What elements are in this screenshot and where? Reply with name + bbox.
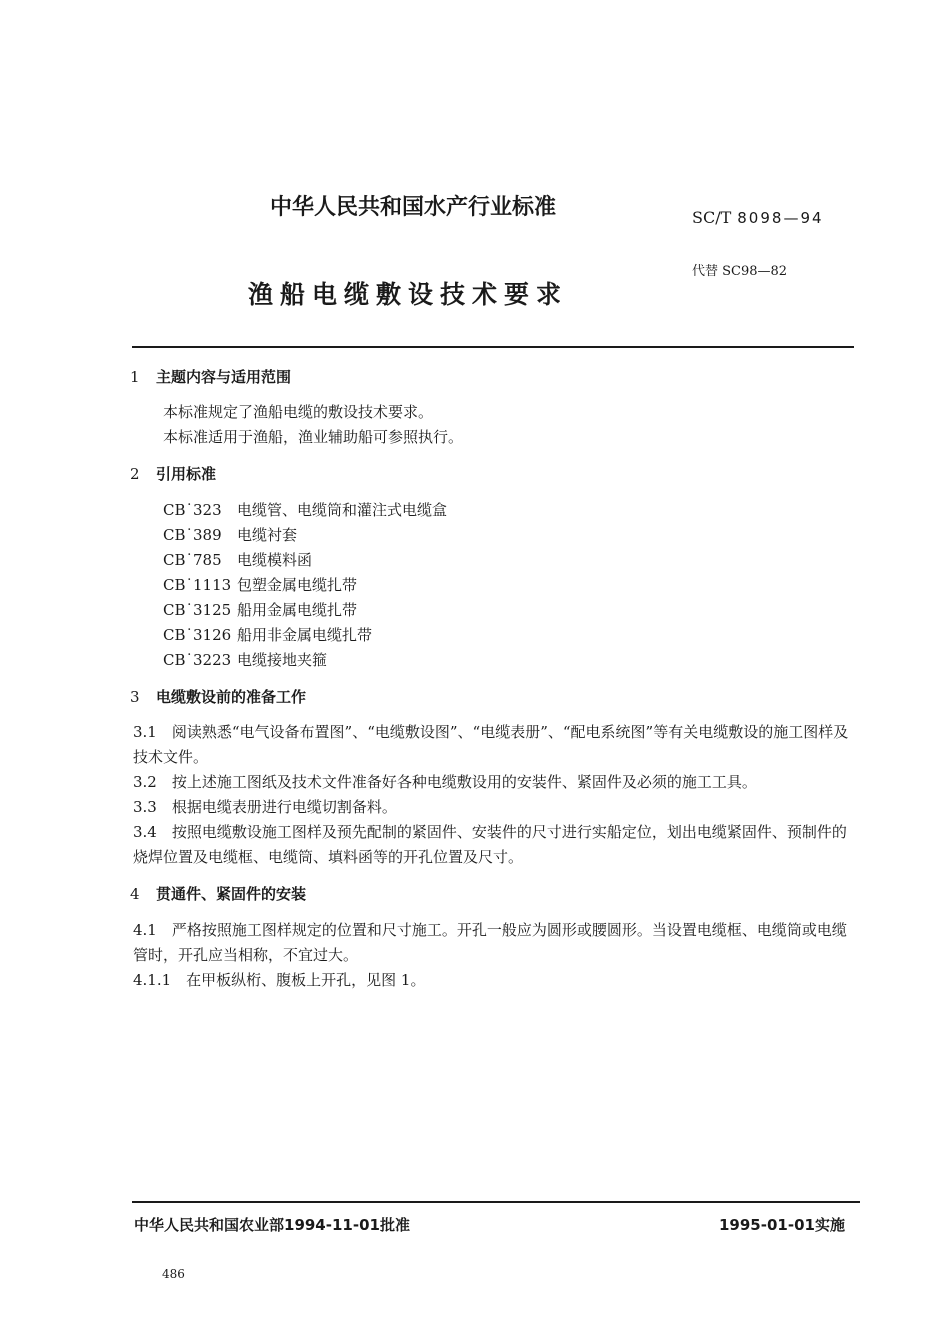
standard-number bbox=[692, 208, 824, 227]
reference-item bbox=[163, 624, 372, 645]
clause-4-1-1: 4.1.1 在甲板纵桁、腹板上开孔，见图 1。 bbox=[133, 971, 426, 989]
paragraph: 本标准规定了渔船电缆的敷设技术要求。 bbox=[163, 403, 434, 421]
issuing-body-title: 中华人民共和国水产行业标准 bbox=[270, 194, 557, 220]
reference-code: CB˙1113 bbox=[163, 576, 232, 594]
standard-number-value: 8098—94 bbox=[737, 209, 824, 227]
section-heading-3 bbox=[130, 686, 306, 707]
reference-item bbox=[163, 599, 357, 620]
paragraph: 本标准适用于渔船，渔业辅助船可参照执行。 bbox=[163, 428, 464, 446]
section-number: 1 bbox=[130, 368, 140, 386]
reference-code: CB˙389 bbox=[163, 526, 222, 544]
section-heading-4 bbox=[130, 883, 306, 904]
reference-code: CB˙3125 bbox=[163, 601, 232, 619]
page-number: 486 bbox=[162, 1267, 185, 1281]
section-heading-1 bbox=[130, 366, 291, 387]
section-number: 3 bbox=[130, 688, 140, 706]
clause-3-4: 3.4 按照电缆敷设施工图样及预先配制的紧固件、安装件的尺寸进行实船定位，划出电缆紧固件、预制件的烧焊位置及电缆框、电缆筒、填料函等的开孔位置及尺寸。 bbox=[133, 823, 847, 866]
standard-prefix: SC/T bbox=[692, 208, 732, 227]
header-divider bbox=[132, 346, 854, 348]
section-title: 引用标准 bbox=[156, 465, 217, 483]
clause-3-1: 3.1 阅读熟悉“电气设备布置图”、“电缆敷设图”、“电缆表册”、“配电系统图”等有关电缆敷设的施工图样及技术文件。 bbox=[133, 723, 849, 766]
document-title: 渔船电缆敷设技术要求 bbox=[248, 280, 569, 309]
reference-code: CB˙3126 bbox=[163, 626, 232, 644]
section-heading-2 bbox=[130, 463, 216, 484]
approval-line: 中华人民共和国农业部1994-11-01批准 bbox=[134, 1216, 410, 1234]
reference-name: 船用金属电缆扎带 bbox=[237, 601, 358, 619]
reference-name: 电缆衬套 bbox=[237, 526, 298, 544]
reference-name: 电缆管、电缆筒和灌注式电缆盒 bbox=[237, 501, 448, 519]
section-number: 2 bbox=[130, 465, 140, 483]
replaces-standard: 代替 SC98—82 bbox=[692, 264, 788, 279]
reference-name: 电缆接地夹箍 bbox=[237, 651, 328, 669]
reference-code: CB˙323 bbox=[163, 501, 222, 519]
reference-name: 包塑金属电缆扎带 bbox=[237, 576, 358, 594]
reference-item bbox=[163, 499, 447, 520]
reference-item bbox=[163, 549, 312, 570]
footer-divider bbox=[132, 1201, 860, 1203]
clause-4-1: 4.1 严格按照施工图样规定的位置和尺寸施工。开孔一般应为圆形或腰圆形。当设置电缆框、电缆筒或电缆管时，开孔应当相称，不宜过大。 bbox=[133, 921, 847, 964]
section-title: 贯通件、紧固件的安装 bbox=[156, 885, 307, 903]
clause-3-3: 3.3 根据电缆表册进行电缆切割备料。 bbox=[133, 798, 397, 816]
section-number: 4 bbox=[130, 885, 140, 903]
reference-item bbox=[163, 574, 357, 595]
reference-code: CB˙785 bbox=[163, 551, 222, 569]
reference-name: 船用非金属电缆扎带 bbox=[237, 626, 373, 644]
section-title: 电缆敷设前的准备工作 bbox=[156, 688, 307, 706]
section-title: 主题内容与适用范围 bbox=[156, 368, 292, 386]
reference-item bbox=[163, 649, 327, 670]
reference-code: CB˙3223 bbox=[163, 651, 232, 669]
reference-item bbox=[163, 524, 297, 545]
reference-name: 电缆模料函 bbox=[237, 551, 313, 569]
implementation-date: 1995-01-01实施 bbox=[719, 1216, 845, 1234]
clause-3-2: 3.2 按上述施工图纸及技术文件准备好各种电缆敷设用的安装件、紧固件及必须的施工工具。 bbox=[133, 773, 757, 791]
